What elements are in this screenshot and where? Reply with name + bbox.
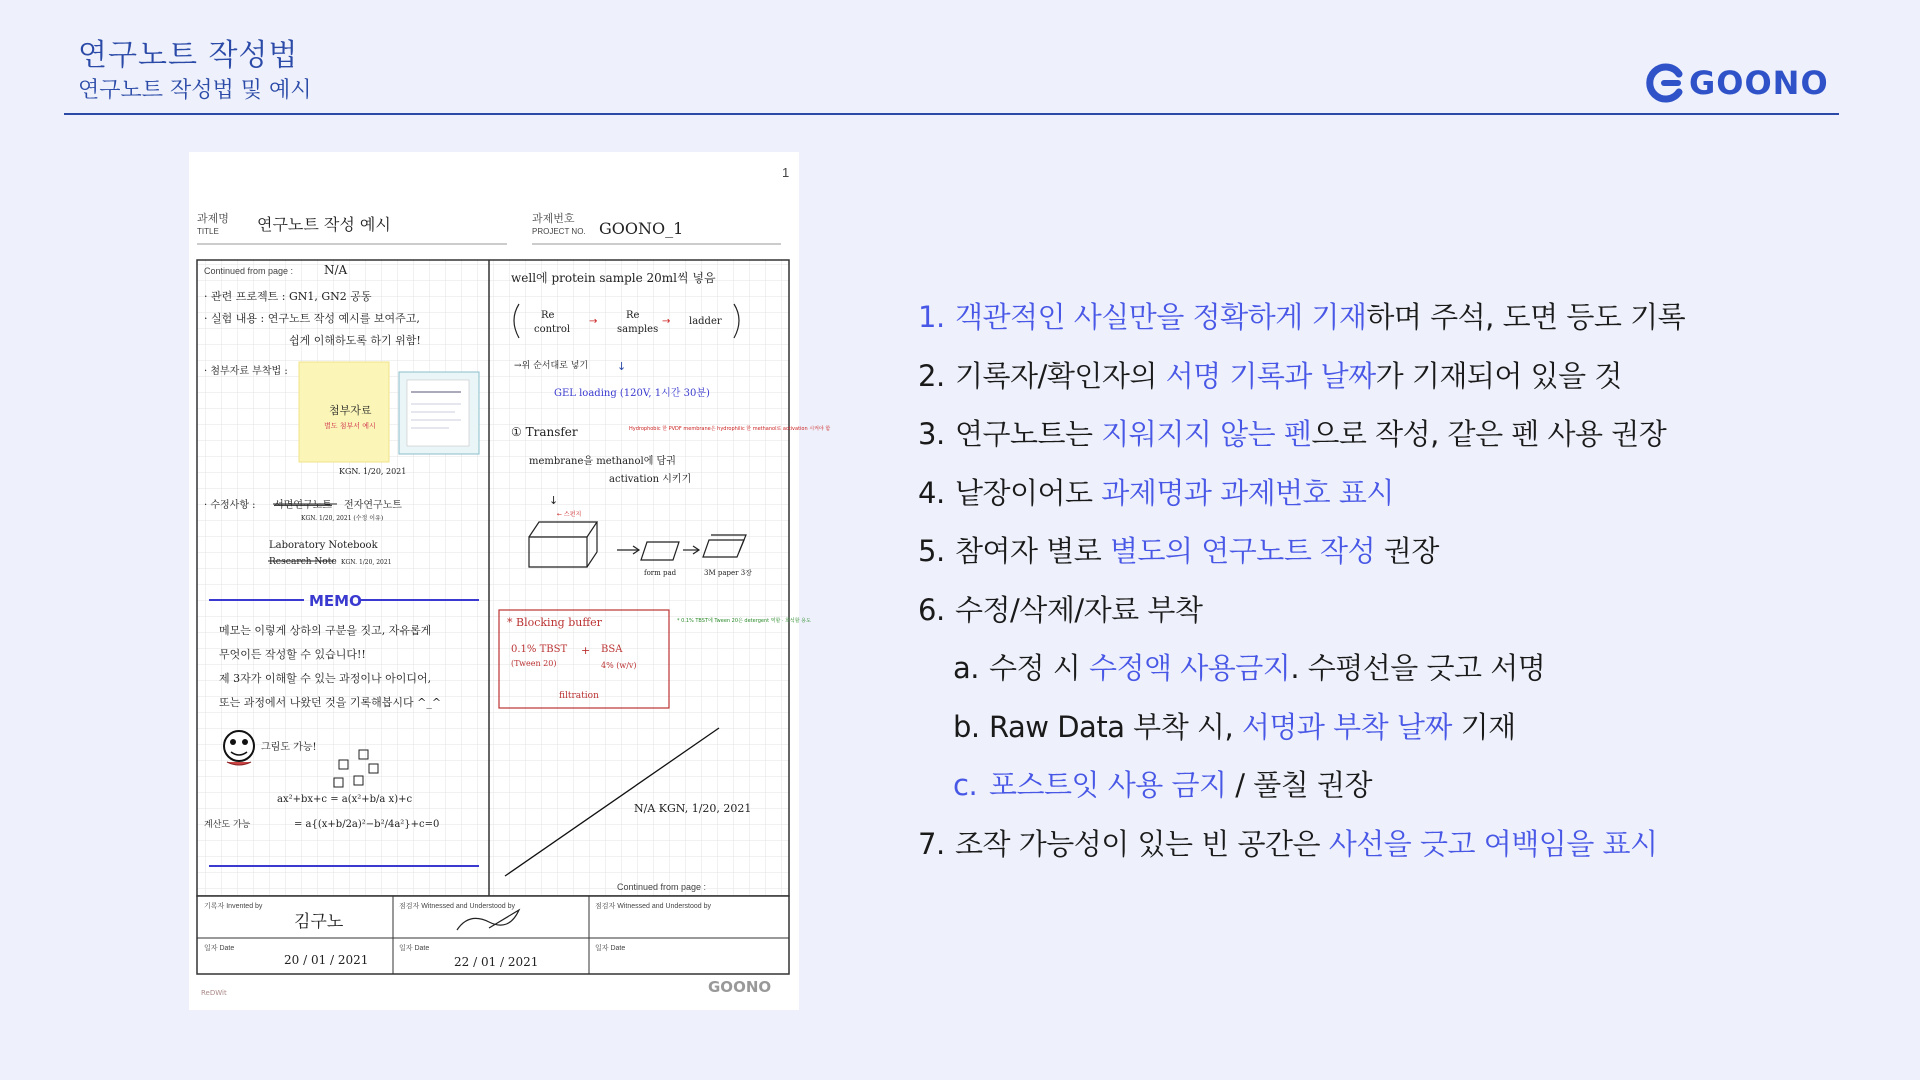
right-note-green: * 0.1% TBST에 Tween 20은 detergent 역할 · 희석할 용도 [677,618,811,624]
redwit-mark: ReDWit [201,989,227,997]
guideline-number: c. [953,768,978,802]
right-filtration: filtration [559,691,599,701]
guideline-number: 2. [918,358,945,393]
inventor-label: 기록자 Invented by [204,903,263,910]
guideline-text-part: 연구노트는 [955,417,1102,451]
right-bsa-conc: 4% (w/v) [601,661,637,670]
guideline-text-part: 으로 작성, 같은 펜 사용 권장 [1311,417,1667,451]
page-subtitle: 연구노트 작성법 및 예시 [78,78,312,103]
formula-1: ax²+bx+c = a(x²+b/a x)+c [277,794,413,805]
guideline-text [955,412,1666,453]
title-value: 연구노트 작성 예시 [257,215,391,234]
guideline-number: b. [953,709,980,744]
guideline-text-part: 기록자/확인자의 [955,358,1166,393]
date-label-3: 일자 Date [595,945,626,952]
lab-notebook-page [189,152,831,1010]
continued-from-label: Continued from page : [204,266,294,276]
right-samples: samples [617,324,659,335]
guideline-text-part: Raw Data 부착 시, [989,709,1242,744]
date-value-2: 22 / 01 / 2021 [454,955,539,969]
guideline-number: a. [953,651,979,685]
project-value: GOONO_1 [599,219,684,238]
highlighted-text: 사선을 긋고 여백임을 표시 [1328,826,1658,861]
sheet-brand: GOONO [708,978,772,996]
formula-2: = a{(x+b/2a)²−b²/4a²}+c=0 [294,819,440,830]
guideline-item [918,471,1818,530]
memo-line-2: 무엇이든 작성할 수 있습니다!! [219,648,366,661]
guideline-number: 5. [918,534,945,568]
down-arrow-icon: ↓ [617,360,627,373]
formula-note: 계산도 가능 [204,820,251,830]
guideline-text [955,588,1202,629]
guideline-text-part: / 풀칠 권장 [1226,768,1373,802]
highlighted-text: 포스트잇 사용 금지 [989,768,1227,802]
right-line-8: membrane을 methanol에 담궈 [529,456,676,467]
highlighted-text: 서명 기록과 날짜 [1165,358,1376,393]
date-label-1: 일자 Date [204,945,235,952]
lab-notebook-text: Laboratory Notebook [269,540,378,551]
guideline-text-part: 조작 가능성이 있는 빈 공간은 [955,826,1329,861]
edit-struck: 서면연구노트 [274,500,332,511]
signature-3: KGN. 1/20, 2021 [341,559,392,566]
header-divider [64,113,1839,115]
page-header [78,36,312,106]
right-re-1: Re [541,310,555,321]
diagram-note-icon: ← 스펀지 [557,511,582,518]
title-label-en: TITLE [197,227,219,236]
inventor-value: 김구노 [294,912,344,932]
guideline-text-part: 낱장이어도 [955,475,1102,510]
date-label-2: 일자 Date [399,945,430,952]
project-label-en: PROJECT NO. [532,227,586,236]
memo-line-4: 또는 과정에서 나왔던 것을 기록해봅시다 ^_^ [219,696,442,709]
logo-text: GOONO [1689,64,1829,102]
guideline-text [989,705,1516,746]
right-re-2: Re [626,310,640,321]
guideline-number: 6. [918,592,945,627]
goono-logo-icon [1645,65,1685,101]
right-line-9: activation 시키기 [609,474,692,485]
continued-to-label: Continued from page : [617,882,707,892]
right-line-1: well에 protein sample 20ml씩 넣음 [511,271,716,285]
guideline-number: 4. [918,475,945,510]
right-line-15: N/A KGN, 1/20, 2021 [634,802,752,815]
witness-label-1: 점검자 Witnessed and Understood by [399,903,516,910]
guideline-text [955,295,1685,336]
attachment-label: 첨부자료 [329,404,372,417]
right-line-5: →위 순서대로 넣기 [514,361,589,371]
title-label: 과제명 [197,213,229,225]
down-arrow-icon: ↓ [549,494,559,507]
project-label: 과제번호 [532,213,575,225]
right-form-pad: form pad [644,569,677,577]
goono-logo [1645,64,1829,102]
memo-line-1: 메모는 이렇게 상하의 구분을 짓고, 자유롭게 [219,624,432,637]
right-tbst: 0.1% TBST [511,644,568,655]
right-line-11: * Blocking buffer [507,616,602,629]
right-tween: (Tween 20) [511,659,557,668]
note-line-5: · 수정사항 : [204,500,256,511]
guideline-text-part: . 수평선을 긋고 서명 [1290,651,1546,685]
guideline-text [955,822,1658,863]
signature-2: KGN. 1/20, 2021 (수정 이유) [301,515,384,522]
page-number: 1 [782,165,790,180]
guideline-number: 3. [918,417,945,451]
guideline-text [989,646,1545,687]
attachment-sublabel: 별도 첨부서 예시 [324,422,376,430]
right-line-6: GEL loading (120V, 1시간 30분) [554,388,710,399]
highlighted-text: 수정액 사용금지 [1088,651,1291,685]
highlighted-text: 서명과 부착 날짜 [1241,709,1452,744]
writing-guidelines-list [918,295,1818,880]
guideline-text-part: 하며 주석, 도면 등도 기록 [1366,300,1686,334]
guideline-text-part: 권장 [1375,534,1439,568]
right-note-red: Hydrophobic 한 PVDF membrane은 hydrophilic 한 methanol로 activation 시켜야 함 [629,426,831,432]
plus-icon: + [581,644,591,657]
guideline-text [955,354,1622,395]
guideline-text-part: 기재 [1451,709,1516,744]
guideline-text [955,471,1394,512]
guideline-item [918,412,1818,471]
highlighted-text: 객관적인 사실만을 정확하게 기재 [955,300,1367,334]
page-title: 연구노트 작성법 [78,38,299,73]
guideline-text [989,763,1372,804]
guideline-item [918,822,1818,881]
guideline-item [918,295,1818,354]
draw-note: 그림도 가능! [261,742,317,753]
note-line-2: · 실험 내용 : 연구노트 작성 예시를 보여주고, [204,312,420,325]
guideline-text [955,529,1439,570]
research-note-text: Research Note [269,557,337,567]
note-line-3: 쉽게 이해하도록 하기 위함! [289,334,421,347]
right-control: control [534,324,571,335]
lab-notebook-example [189,152,831,1010]
guideline-item [918,588,1818,647]
edit-new: 전자연구노트 [344,500,402,511]
memo-title: MEMO [309,592,362,610]
guideline-item [918,354,1818,413]
guideline-text-part: 가 기재되어 있을 것 [1375,358,1622,393]
highlighted-text: 과제명과 과제번호 표시 [1101,475,1394,510]
right-ladder: ladder [689,316,722,327]
highlighted-text: 별도의 연구노트 작성 [1110,534,1376,568]
date-value-1: 20 / 01 / 2021 [284,953,369,967]
right-bsa: BSA [601,644,623,655]
guideline-subitem [918,705,1818,764]
right-line-7: ① Transfer [511,425,578,439]
arrow-icon: → [589,316,598,327]
memo-line-3: 제 3자가 이해할 수 있는 과정이나 아이디어, [219,672,432,685]
guideline-number: 7. [918,826,945,861]
guideline-subitem [918,646,1818,705]
note-line-1: · 관련 프로젝트 : GN1, GN2 공동 [204,290,372,303]
arrow-icon: → [662,316,671,327]
guideline-number: 1. [918,300,945,334]
guideline-item [918,529,1818,588]
guideline-text-part: 수정 시 [989,651,1089,685]
guideline-text-part: 수정/삭제/자료 부착 [955,592,1203,627]
note-line-4: · 첨부자료 부착법 : [204,366,288,377]
witness-label-2: 점검자 Witnessed and Understood by [595,903,712,910]
guideline-text-part: 참여자 별로 [955,534,1111,568]
signature-1: KGN. 1/20, 2021 [339,467,407,476]
continued-from-value: N/A [324,263,348,277]
guideline-subitem [918,763,1818,822]
right-3m-paper: 3M paper 3장 [704,569,752,577]
highlighted-text: 지워지지 않는 펜 [1101,417,1312,451]
